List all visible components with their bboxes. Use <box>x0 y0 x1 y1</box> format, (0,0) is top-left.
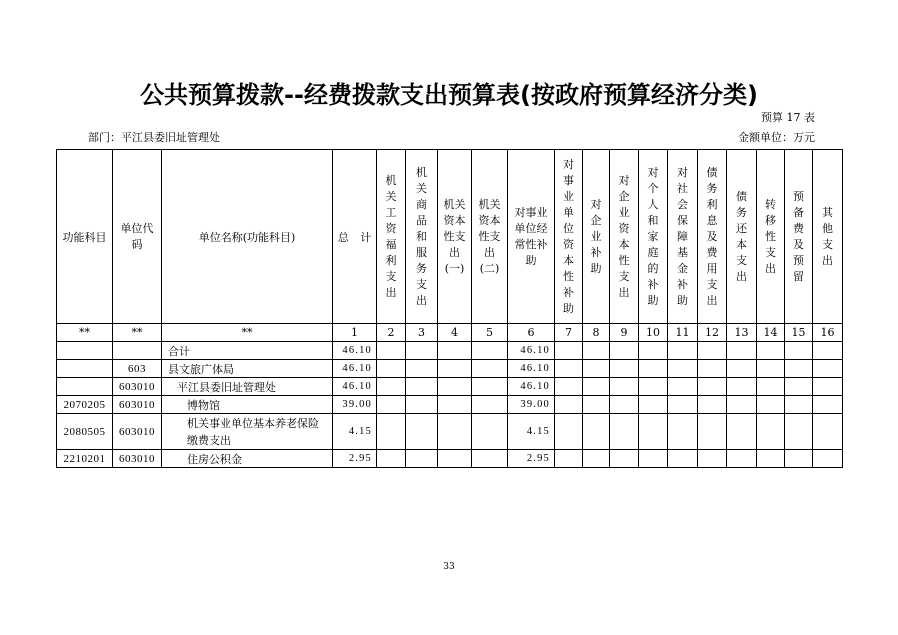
col-header-reserve <box>785 150 813 324</box>
unit-code-cell: 603010 <box>113 414 162 450</box>
function-code-cell: 2210201 <box>57 450 113 468</box>
amount-cell <box>639 396 668 414</box>
amount-cell <box>668 414 698 450</box>
function-code-cell: 2070205 <box>57 396 113 414</box>
col-header-label: 机关 资本 性支 出 (一) <box>443 197 466 275</box>
amount-cell <box>438 378 472 396</box>
index-cell: 2 <box>377 324 406 342</box>
col-header-unit-code <box>113 150 162 324</box>
amount-cell <box>813 414 843 450</box>
amount-cell <box>583 360 610 378</box>
header-row <box>57 150 843 324</box>
amount-cell <box>757 414 785 450</box>
amount-cell <box>610 378 639 396</box>
amount-cell <box>610 414 639 450</box>
amount-cell <box>377 360 406 378</box>
amount-cell <box>785 414 813 450</box>
col-header-label: 债 务 还 本 支 出 <box>736 189 747 283</box>
amount-cell <box>472 450 508 468</box>
amount-cell <box>406 378 438 396</box>
col-header-label: 对 社 会 保 障 基 金 补 助 <box>677 165 688 307</box>
amount-cell <box>639 342 668 360</box>
function-code-cell: 2080505 <box>57 414 113 450</box>
total-cell: 46.10 <box>333 378 377 396</box>
amount-cell <box>668 360 698 378</box>
regular-subsidy-cell: 46.10 <box>508 360 555 378</box>
amount-cell <box>813 450 843 468</box>
amount-cell <box>472 378 508 396</box>
amount-cell <box>698 414 727 450</box>
amount-cell <box>785 396 813 414</box>
amount-cell <box>583 342 610 360</box>
amount-cell <box>438 360 472 378</box>
amount-cell <box>727 342 757 360</box>
amount-cell <box>555 396 583 414</box>
regular-subsidy-cell: 2.95 <box>508 450 555 468</box>
amount-cell <box>610 396 639 414</box>
col-header-label: 对 个 人 和 家 庭 的 补 助 <box>647 165 659 307</box>
index-cell: ** <box>57 324 113 342</box>
col-header-debt-interest <box>698 150 727 324</box>
amount-cell <box>583 378 610 396</box>
amount-cell <box>406 450 438 468</box>
amount-cell <box>727 360 757 378</box>
total-cell: 39.00 <box>333 396 377 414</box>
function-code-cell <box>57 360 113 378</box>
amount-cell <box>583 396 610 414</box>
col-header-enterprise-capital <box>610 150 639 324</box>
amount-cell <box>610 360 639 378</box>
regular-subsidy-cell: 46.10 <box>508 342 555 360</box>
table-row <box>57 414 843 450</box>
amount-cell <box>698 378 727 396</box>
amount-cell <box>377 342 406 360</box>
amount-cell <box>668 450 698 468</box>
budget-table <box>56 149 843 468</box>
index-cell: 1 <box>333 324 377 342</box>
index-cell: 8 <box>583 324 610 342</box>
amount-cell <box>438 342 472 360</box>
amount-cell <box>555 378 583 396</box>
amount-cell <box>639 414 668 450</box>
index-cell: 16 <box>813 324 843 342</box>
amount-cell <box>698 360 727 378</box>
index-row <box>57 324 843 342</box>
amount-cell <box>727 450 757 468</box>
col-header-household-subsidy <box>639 150 668 324</box>
col-header-enterprise-subsidy <box>583 150 610 324</box>
amount-cell <box>472 342 508 360</box>
amount-cell <box>377 450 406 468</box>
amount-cell <box>377 378 406 396</box>
total-cell: 46.10 <box>333 360 377 378</box>
col-header-label: 预 备 费 及 预 留 <box>793 189 804 283</box>
col-header-label: 机 关 商 品 和 服 务 支 出 <box>416 165 427 307</box>
index-cell: 10 <box>639 324 668 342</box>
amount-cell <box>757 450 785 468</box>
amount-cell <box>813 342 843 360</box>
table-row <box>57 378 843 396</box>
amount-cell <box>813 396 843 414</box>
amount-cell <box>757 360 785 378</box>
index-cell: 12 <box>698 324 727 342</box>
amount-cell <box>785 360 813 378</box>
col-header-social-security-subsidy <box>668 150 698 324</box>
amount-cell <box>583 450 610 468</box>
amount-cell <box>438 396 472 414</box>
page-number: 33 <box>443 562 455 572</box>
unit-name-cell: 住房公积金 <box>162 450 333 468</box>
col-header-debt-principal <box>727 150 757 324</box>
col-header-label: 机 关 工 资 福 利 支 出 <box>385 173 397 299</box>
amount-cell <box>406 342 438 360</box>
amount-cell <box>583 414 610 450</box>
col-header-salary-welfare <box>377 150 406 324</box>
amount-cell <box>610 450 639 468</box>
index-cell: 3 <box>406 324 438 342</box>
amount-cell <box>610 342 639 360</box>
col-header-label: 对 事 业 单 位 资 本 性 补 助 <box>563 157 574 315</box>
col-header-label: 转 移 性 支 出 <box>765 197 776 275</box>
col-header-label: 对 企 业 资 本 性 支 出 <box>618 173 630 299</box>
amount-cell <box>639 450 668 468</box>
index-cell: 15 <box>785 324 813 342</box>
table-row <box>57 450 843 468</box>
table-row <box>57 396 843 414</box>
unit-code-cell: 603010 <box>113 450 162 468</box>
amount-cell <box>727 414 757 450</box>
unit-code-cell: 603010 <box>113 396 162 414</box>
col-header-label: 债 务 利 息 及 费 用 支 出 <box>706 165 718 307</box>
col-header-transfer <box>757 150 785 324</box>
index-cell: 4 <box>438 324 472 342</box>
unit-code-cell: 603 <box>113 360 162 378</box>
index-cell: 11 <box>668 324 698 342</box>
index-cell: 9 <box>610 324 639 342</box>
total-cell: 4.15 <box>333 414 377 450</box>
total-cell: 2.95 <box>333 450 377 468</box>
function-code-cell <box>57 378 113 396</box>
col-header-unit-name: 单位名称(功能科目) <box>162 150 333 324</box>
regular-subsidy-cell: 4.15 <box>508 414 555 450</box>
amount-cell <box>639 360 668 378</box>
amount-cell <box>698 342 727 360</box>
amount-cell <box>472 396 508 414</box>
amount-cell <box>757 342 785 360</box>
amount-cell <box>785 450 813 468</box>
amount-cell <box>668 378 698 396</box>
col-header-label: 对 企 业 补 助 <box>590 197 602 275</box>
amount-cell <box>813 360 843 378</box>
amount-cell <box>438 414 472 450</box>
amount-cell <box>555 450 583 468</box>
amount-cell <box>698 396 727 414</box>
unit-code-cell <box>113 342 162 360</box>
amount-cell <box>813 378 843 396</box>
amount-cell <box>757 378 785 396</box>
index-cell: 6 <box>508 324 555 342</box>
amount-cell <box>555 342 583 360</box>
col-header-label: 其 他 支 出 <box>822 205 833 267</box>
col-header-capital-2 <box>472 150 508 324</box>
amount-cell <box>668 396 698 414</box>
unit-name-cell: 博物馆 <box>162 396 333 414</box>
amount-cell <box>698 450 727 468</box>
amount-cell <box>472 414 508 450</box>
table-row <box>57 360 843 378</box>
col-header-total: 总 计 <box>333 150 377 324</box>
amount-cell <box>406 414 438 450</box>
amount-cell <box>727 378 757 396</box>
amount-cell <box>785 342 813 360</box>
col-header-unit-code-label: 单位代 码 <box>120 221 154 251</box>
regular-subsidy-cell: 39.00 <box>508 396 555 414</box>
unit-name-cell: 合计 <box>162 342 333 360</box>
col-header-goods-services <box>406 150 438 324</box>
table-row-total <box>57 342 843 360</box>
index-cell: ** <box>113 324 162 342</box>
regular-subsidy-cell: 46.10 <box>508 378 555 396</box>
unit-name-cell: 机关事业单位基本养老保险 缴费支出 <box>162 414 333 450</box>
col-header-label: 对事业 单位经 常性补 助 <box>514 205 548 267</box>
index-cell: 5 <box>472 324 508 342</box>
amount-cell <box>377 396 406 414</box>
unit-name-cell: 平江县委旧址管理处 <box>162 378 333 396</box>
amount-cell <box>438 450 472 468</box>
amount-cell <box>377 414 406 450</box>
amount-cell <box>757 396 785 414</box>
unit-name-cell: 县文旅广体局 <box>162 360 333 378</box>
unit-code-cell: 603010 <box>113 378 162 396</box>
total-cell: 46.10 <box>333 342 377 360</box>
col-header-institution-regular-subsidy <box>508 150 555 324</box>
col-header-other <box>813 150 843 324</box>
index-cell: 13 <box>727 324 757 342</box>
amount-cell <box>555 414 583 450</box>
page-title: 公共预算拨款--经费拨款支出预算表(按政府预算经济分类) <box>140 81 758 109</box>
amount-cell <box>668 342 698 360</box>
col-header-capital-1 <box>438 150 472 324</box>
col-header-function-code: 功能科目 <box>57 150 113 324</box>
col-header-label: 机关 资本 性支 出 (二) <box>478 197 501 275</box>
index-cell: ** <box>162 324 333 342</box>
amount-cell <box>785 378 813 396</box>
index-cell: 14 <box>757 324 785 342</box>
amount-cell <box>727 396 757 414</box>
amount-cell <box>555 360 583 378</box>
amount-cell <box>406 396 438 414</box>
amount-cell <box>406 360 438 378</box>
amount-unit-label: 金额单位：万元 <box>738 131 815 144</box>
department-label: 部门：平江县委旧址管理处 <box>88 131 220 144</box>
index-cell: 7 <box>555 324 583 342</box>
col-header-institution-capital-subsidy <box>555 150 583 324</box>
function-code-cell <box>57 342 113 360</box>
amount-cell <box>472 360 508 378</box>
amount-cell <box>639 378 668 396</box>
table-number: 预算 17 表 <box>761 111 815 124</box>
